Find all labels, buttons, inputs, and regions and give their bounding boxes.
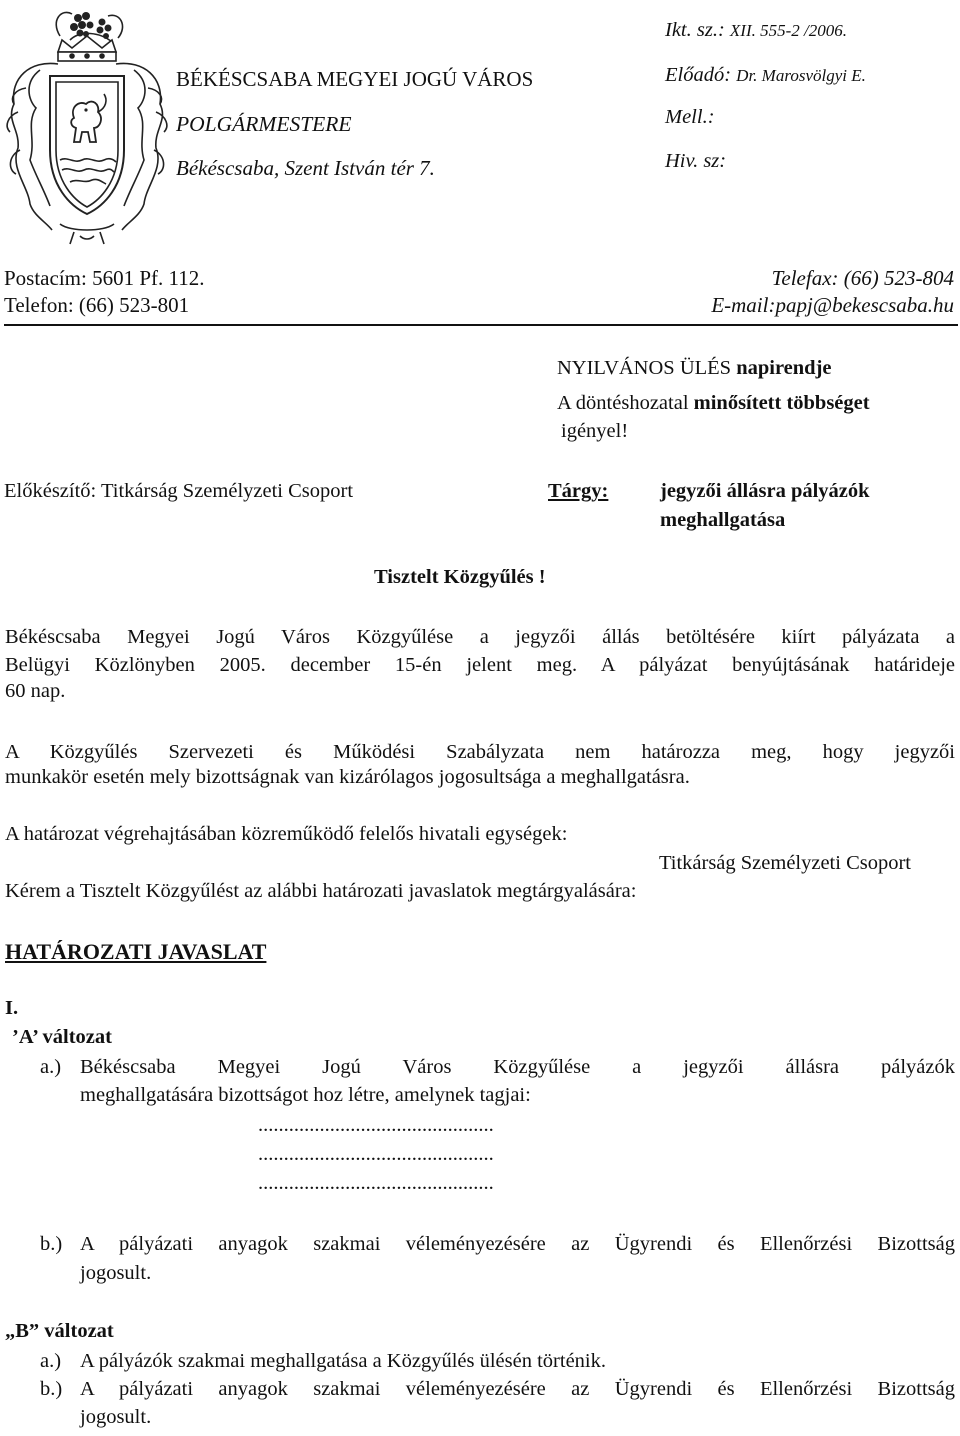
meeting-type xyxy=(557,357,832,380)
variant-b-item-a: A pályázók szakmai meghallgatása a Közgyűlés ülésén történik. xyxy=(80,1350,606,1372)
majority-bold: minősített többséget xyxy=(693,392,870,414)
variant-b-item-b-label: b.) xyxy=(40,1378,63,1400)
email-address: E-mail:papj@bekescsaba.hu xyxy=(711,293,954,317)
reference-hiv-label: Hiv. sz: xyxy=(665,150,727,172)
variant-a-item-b-line-2: jogosult. xyxy=(80,1262,152,1284)
presenter-value: Dr. Marosvölgyi E. xyxy=(736,66,866,85)
majority-requirement xyxy=(557,392,870,415)
presenter xyxy=(665,64,866,87)
section-number: I. xyxy=(5,997,19,1019)
subject-line-2: meghallgatása xyxy=(660,509,786,531)
fax-number: Telefax: (66) 523-804 xyxy=(771,266,954,290)
variant-a-item-a-label: a.) xyxy=(40,1056,62,1078)
responsible-unit: Titkárság Személyzeti Csoport xyxy=(658,852,911,874)
variant-b-item-b-line-2: jogosult. xyxy=(80,1406,152,1428)
variant-a-item-a-line-2: meghallgatására bizottságot hoz létre, amelynek tagjai: xyxy=(80,1084,531,1106)
paragraph-3-line-1: A határozat végrehajtásában közreműködő felelős hivatali egységek: xyxy=(5,823,568,845)
phone-number: Telefon: (66) 523-801 xyxy=(4,293,190,317)
variant-b-item-b-line-1: A pályázati anyagok szakmai véleményezésére az Ügyrendi és Ellenőrzési Bizottság xyxy=(80,1378,955,1400)
office-address: Békéscsaba, Szent István tér 7. xyxy=(176,156,435,180)
paragraph-2-line-1: A Közgyűlés Szervezeti és Működési Szabályzata nem határozza meg, hogy jegyzői xyxy=(5,741,955,763)
postal-address: Postacím: 5601 Pf. 112. xyxy=(4,266,205,290)
reference-value: XII. 555-2 /2006. xyxy=(729,21,847,40)
paragraph-2-line-2: munkakör esetén mely bizottságnak van kizárólagos jogosultsága a meghallgatásra. xyxy=(5,766,690,788)
reference-label: Ikt. sz.: xyxy=(665,19,725,41)
request-line: Kérem a Tisztelt Közgyűlést az alábbi határozati javaslatok megtárgyalására: xyxy=(5,880,637,902)
paragraph-1-line-3: 60 nap. xyxy=(5,680,66,702)
paragraph-1-line-2: Belügyi Közlönyben 2005. december 15-én jelent meg. A pályázat benyújtásának határideje xyxy=(5,654,955,676)
salutation: Tisztelt Közgyűlés ! xyxy=(374,566,546,588)
subject-line-1: jegyzői állásra pályázók xyxy=(660,480,870,502)
variant-a-title: ’A’ változat xyxy=(12,1026,112,1048)
subject-label: Tárgy: xyxy=(548,480,609,502)
meeting-type-label: NYILVÁNOS ÜLÉS xyxy=(557,357,732,379)
attachment-label: Mell.: xyxy=(665,106,715,128)
preparer: Előkészítő: Titkárság Személyzeti Csoport xyxy=(4,480,354,502)
city-name: BÉKÉSCSABA MEGYEI JOGÚ VÁROS xyxy=(176,67,534,91)
resolution-heading: HATÁROZATI JAVASLAT xyxy=(5,939,267,964)
member-blank-2: .............................................. xyxy=(258,1143,494,1165)
presenter-label: Előadó: xyxy=(665,64,732,86)
header-divider xyxy=(4,324,958,326)
member-blank-3: .............................................. xyxy=(258,1172,494,1194)
majority-label: A döntéshozatal xyxy=(557,392,689,414)
majority-requirement-cont: igényel! xyxy=(561,420,629,442)
member-blank-1: .............................................. xyxy=(258,1114,494,1136)
variant-a-item-b-line-1: A pályázati anyagok szakmai véleményezésére az Ügyrendi és Ellenőrzési Bizottság xyxy=(80,1233,955,1255)
coat-of-arms-logo xyxy=(0,0,175,248)
paragraph-1-line-1: Békéscsaba Megyei Jogú Város Közgyűlése a jegyzői állás betöltésére kiírt pályázata a xyxy=(5,626,955,648)
reference-number xyxy=(665,19,847,42)
variant-a-item-b-label: b.) xyxy=(40,1233,63,1255)
office-title: POLGÁRMESTERE xyxy=(176,112,352,136)
variant-b-item-a-label: a.) xyxy=(40,1350,62,1372)
variant-a-item-a-line-1: Békéscsaba Megyei Jogú Város Közgyűlése a jegyzői állásra pályázók xyxy=(80,1056,955,1078)
variant-b-title: „B” változat xyxy=(5,1320,114,1342)
meeting-type-bold: napirendje xyxy=(736,357,832,379)
